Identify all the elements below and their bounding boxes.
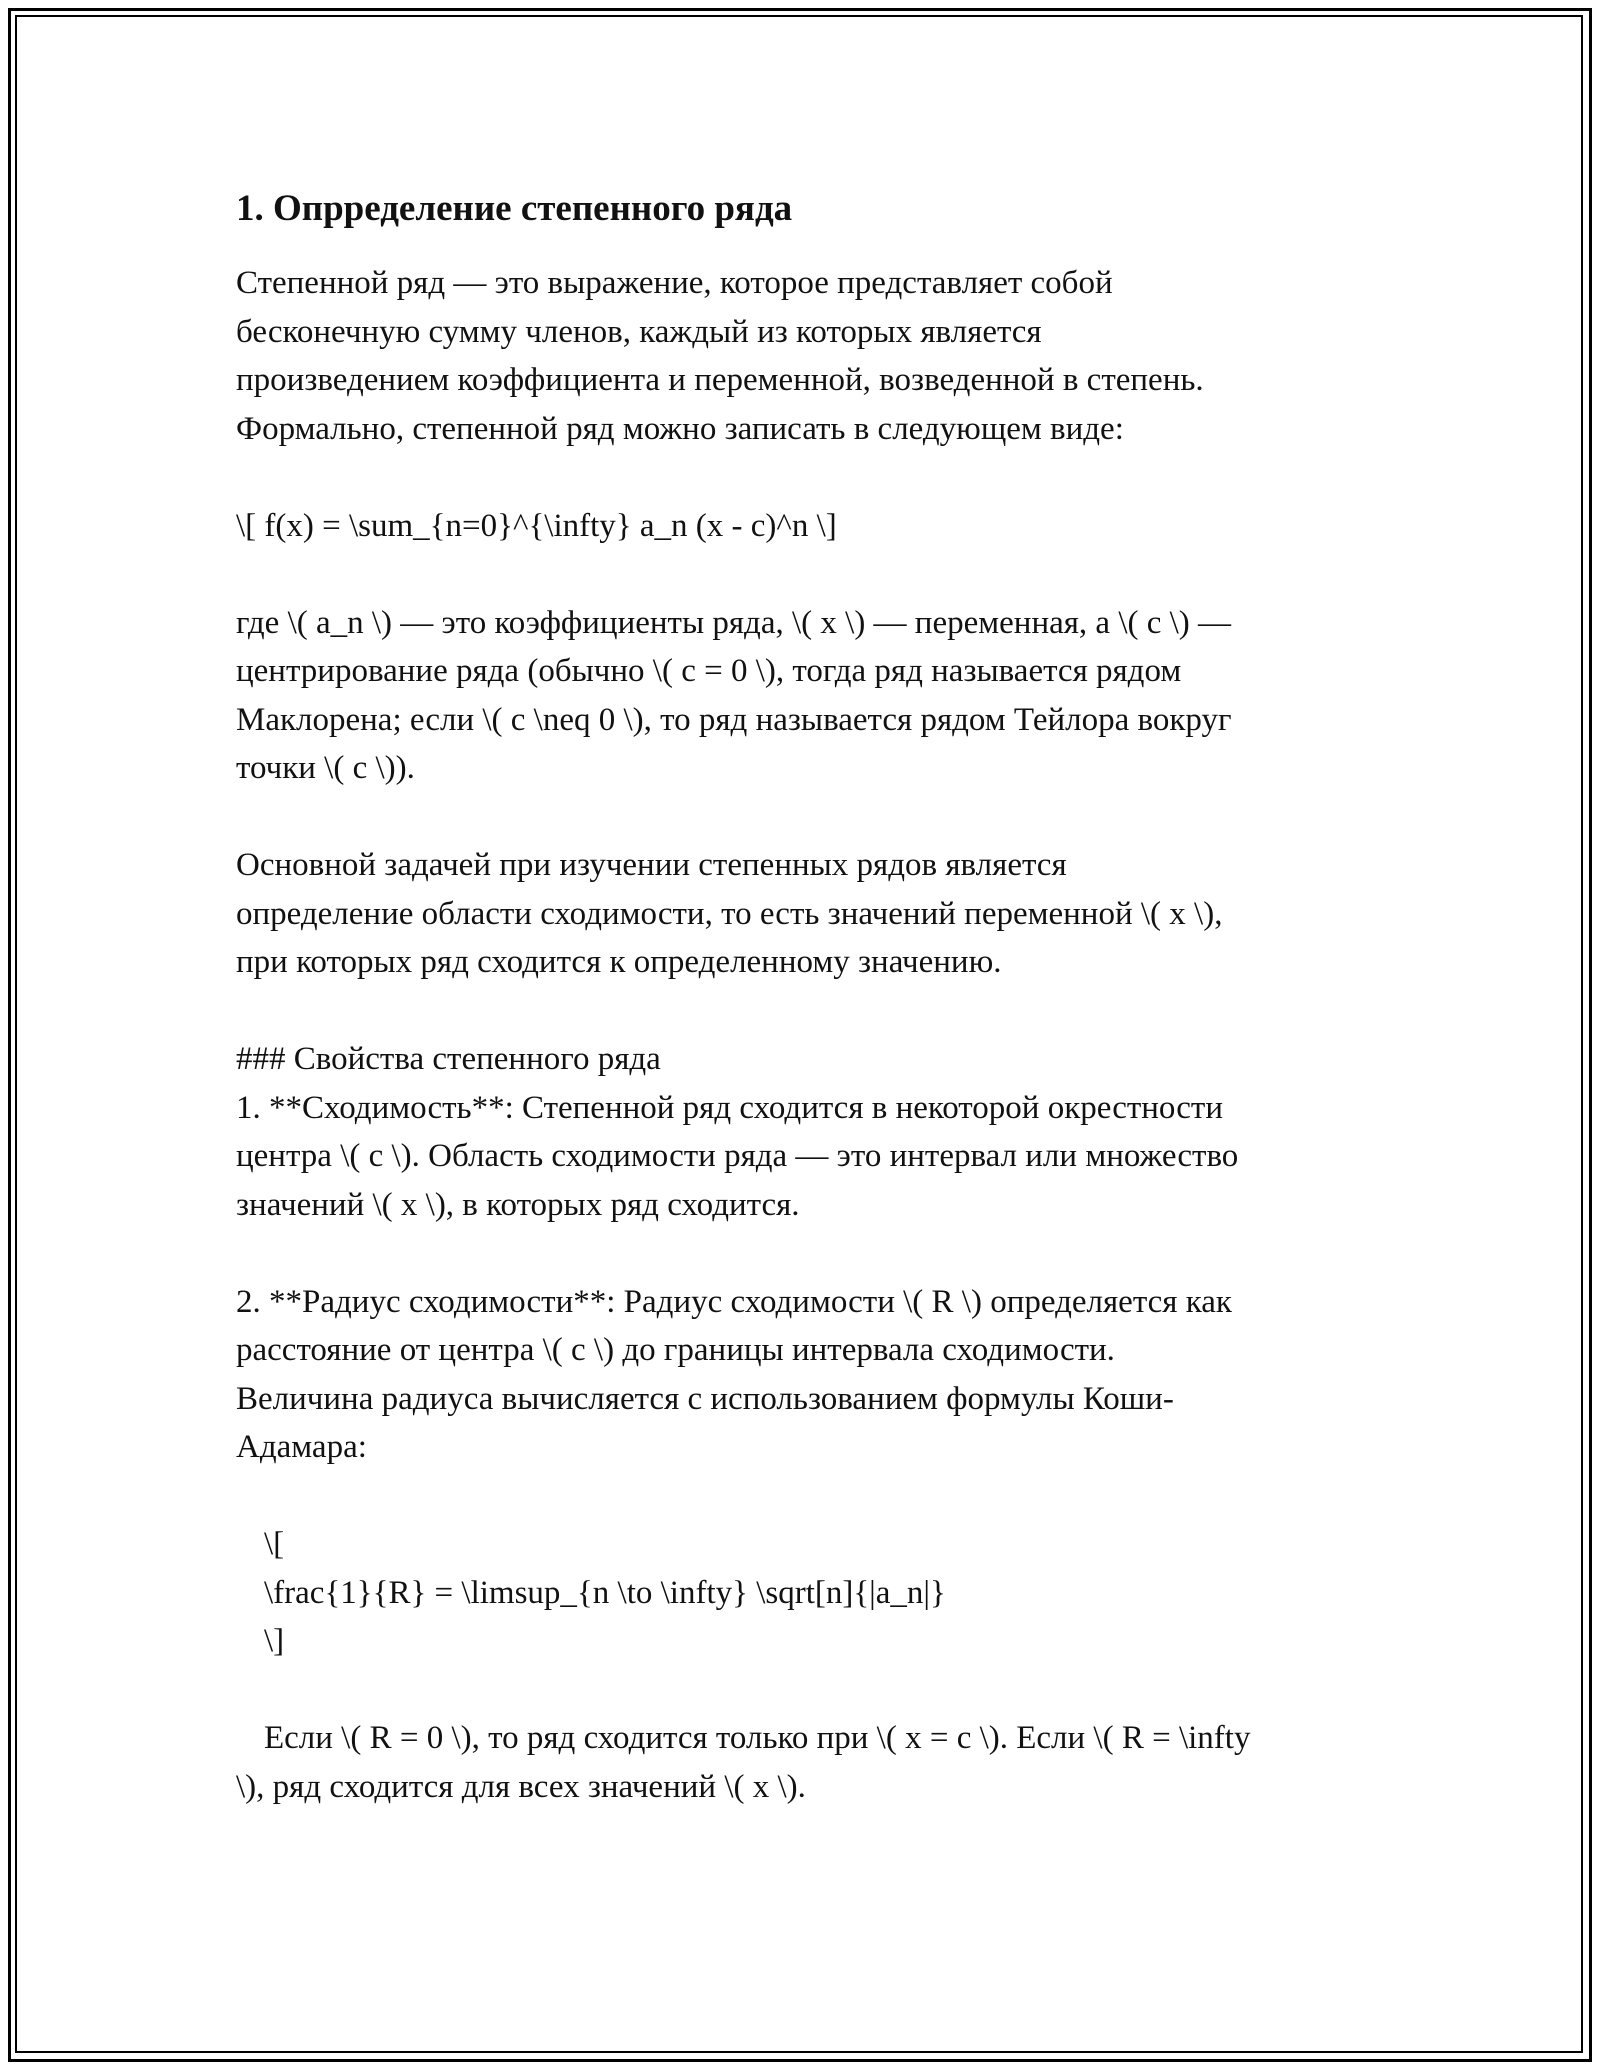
- text-line: определение области сходимости, то есть значений переменной \( x \),: [236, 895, 1223, 932]
- text-line: точки \( c \)).: [236, 750, 415, 786]
- text-line: Степенной ряд — это выражение, которое представляет собой: [236, 265, 1113, 301]
- section-title: 1. Опрределение степенного ряда: [236, 188, 793, 229]
- text-line: Величина радиуса вычисляется с использованием формулы Коши-: [236, 1380, 1174, 1417]
- radius-cases-paragraph: [236, 1714, 1376, 1811]
- text-line: произведением коэффициента и переменной, возведенной в степень.: [236, 362, 1204, 398]
- text-line: Адамара:: [236, 1429, 367, 1465]
- text-line: центрирование ряда (обычно \( c = 0 \), тогда ряд называется рядом: [236, 653, 1182, 689]
- text-line: значений \( x \), в которых ряд сходится.: [236, 1186, 800, 1223]
- text-line: \), ряд сходится для всех значений \( x \).: [236, 1768, 806, 1805]
- text-line: где \( a_n \) — это коэффициенты ряда, \( x \) — переменная, а \( c \) —: [236, 604, 1232, 641]
- main-formula: \[ f(x) = \sum_{n=0}^{\infty} a_n (x - c)^n \]: [236, 507, 837, 544]
- text-line: центра \( c \). Область сходимости ряда — это интервал или множество: [236, 1138, 1239, 1174]
- formula-line: \frac{1}{R} = \limsup_{n \to \infty} \sqrt[n]{|a_n|}: [264, 1574, 946, 1611]
- text-line: Основной задачей при изучении степенных рядов является: [236, 847, 1067, 883]
- text-line: бесконечную сумму членов, каждый из которых является: [236, 313, 1042, 350]
- radius-formula: [236, 1520, 1376, 1666]
- document-body: [236, 185, 1376, 1811]
- property-convergence: [236, 1084, 1376, 1230]
- text-line: расстояние от центра \( c \) до границы интервала сходимости.: [236, 1332, 1115, 1368]
- text-line: Маклорена; если \( c \neq 0 \), то ряд называется рядом Тейлора вокруг: [236, 701, 1232, 738]
- task-paragraph: [236, 841, 1376, 987]
- where-paragraph: [236, 599, 1376, 793]
- text-line: 2. **Радиус сходимости**: Радиус сходимости \( R \) определяется как: [236, 1283, 1232, 1320]
- text-line: Формально, степенной ряд можно записать в следующем виде:: [236, 410, 1124, 447]
- formula-line: \[: [264, 1526, 285, 1562]
- text-line: при которых ряд сходится к определенному значению.: [236, 944, 1002, 980]
- text-line: Если \( R = 0 \), то ряд сходится только при \( x = c \). Если \( R = \infty: [264, 1720, 1251, 1756]
- properties-heading: ### Свойства степенного ряда: [236, 1041, 661, 1077]
- intro-paragraph: [236, 259, 1376, 453]
- property-radius: [236, 1278, 1376, 1472]
- text-line: 1. **Сходимость**: Степенной ряд сходится в некоторой окрестности: [236, 1089, 1223, 1126]
- formula-line: \]: [264, 1623, 285, 1659]
